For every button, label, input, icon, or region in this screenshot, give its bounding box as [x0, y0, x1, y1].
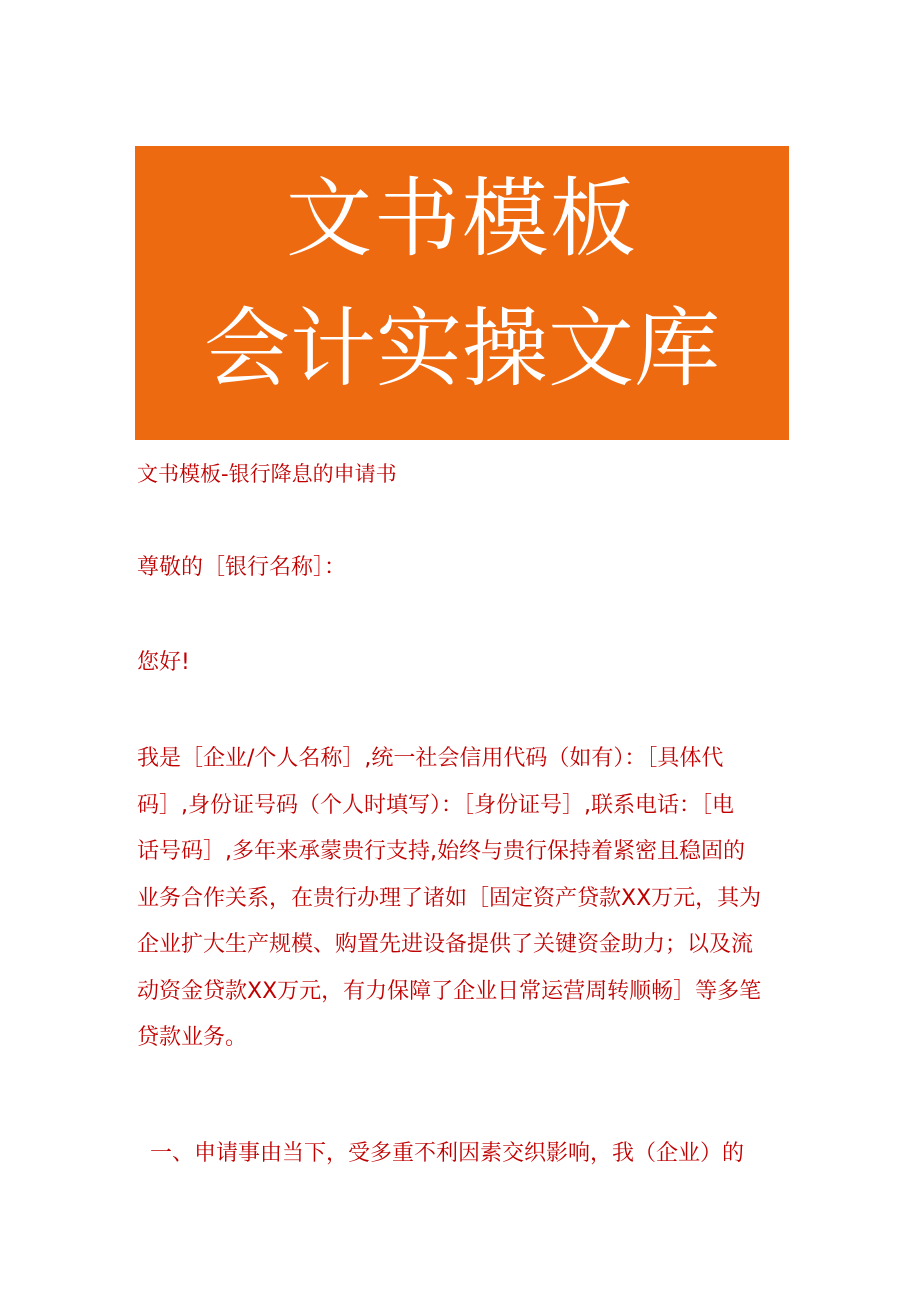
banner-subtitle: 会计实操文库	[204, 299, 720, 399]
document-title: 文书模板-银行降息的申请书	[137, 462, 397, 486]
paragraph-line: 业务合作关系，在贵行办理了诸如［固定资产贷款XX万元，其为	[137, 885, 762, 911]
section-heading: 一、申请事由当下，受多重不利因素交织影响，我（企业）的	[150, 1141, 745, 1166]
title-banner	[135, 146, 789, 440]
intro-paragraph	[137, 736, 789, 1062]
paragraph-line: 贷款业务。	[137, 1025, 248, 1050]
paragraph-line: 企业扩大生产规模、购置先进设备提供了关键资金助力；以及流	[137, 932, 754, 957]
paragraph-line: 动资金贷款XX万元，有力保障了企业日常运营周转顺畅］等多笔	[137, 978, 762, 1004]
greeting: 您好!	[137, 650, 190, 675]
banner-title: 文书模板	[286, 169, 638, 269]
paragraph-line: 码］,身份证号码（个人时填写）：［身份证号］,联系电话：［电	[137, 792, 734, 818]
paragraph-line: 话号码］,多年来承蒙贵行支持,始终与贵行保持着紧密且稳固的	[137, 839, 745, 864]
paragraph-line: 我是［企业/个人名称］,统一社会信用代码（如有）：［具体代	[137, 746, 724, 771]
salutation: 尊敬的［银行名称］：	[137, 555, 347, 580]
